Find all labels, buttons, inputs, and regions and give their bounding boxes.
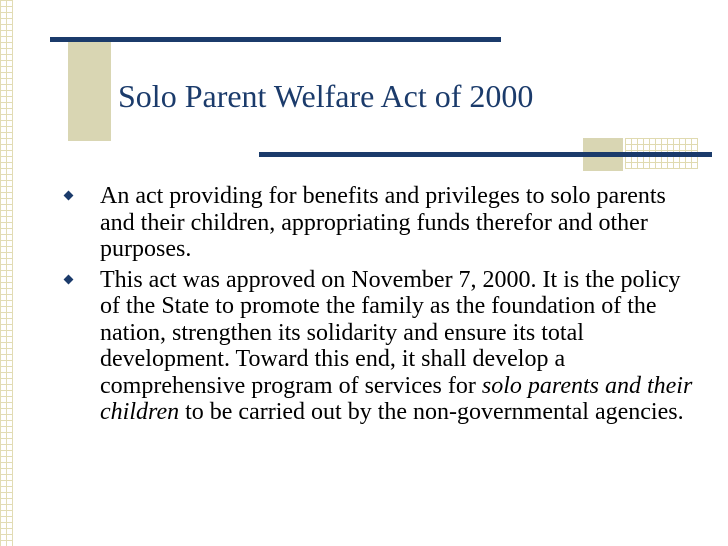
navy-accent-bar-top [50, 37, 501, 42]
bullet-text-end: to be carried out by the non-governmental agencies. [179, 399, 684, 425]
bullet-text-emphasis: solo parents and their children [100, 372, 693, 425]
left-grid-decoration [0, 0, 13, 546]
bullet-text: An act providing for benefits and privileges to solo parents and their children, appropriating funds therefor and other purposes. [100, 183, 666, 262]
bullet-text-start: This act was approved on November 7, 2000. It is the policy of the State to promote the family as the foundation of the nation, strengthen its solidarity and ensure its total development. Toward this end, it shall develop a comprehensive program of services for [100, 266, 681, 399]
bullet-item [60, 267, 700, 426]
navy-accent-bar-bottom [259, 152, 712, 157]
diamond-bullet-icon [64, 191, 74, 201]
diamond-bullet-icon [64, 274, 74, 284]
bullet-item [60, 183, 700, 263]
slide-title: Solo Parent Welfare Act of 2000 [118, 78, 534, 114]
tan-accent-block-top [68, 37, 111, 141]
bullet-list [60, 183, 700, 430]
